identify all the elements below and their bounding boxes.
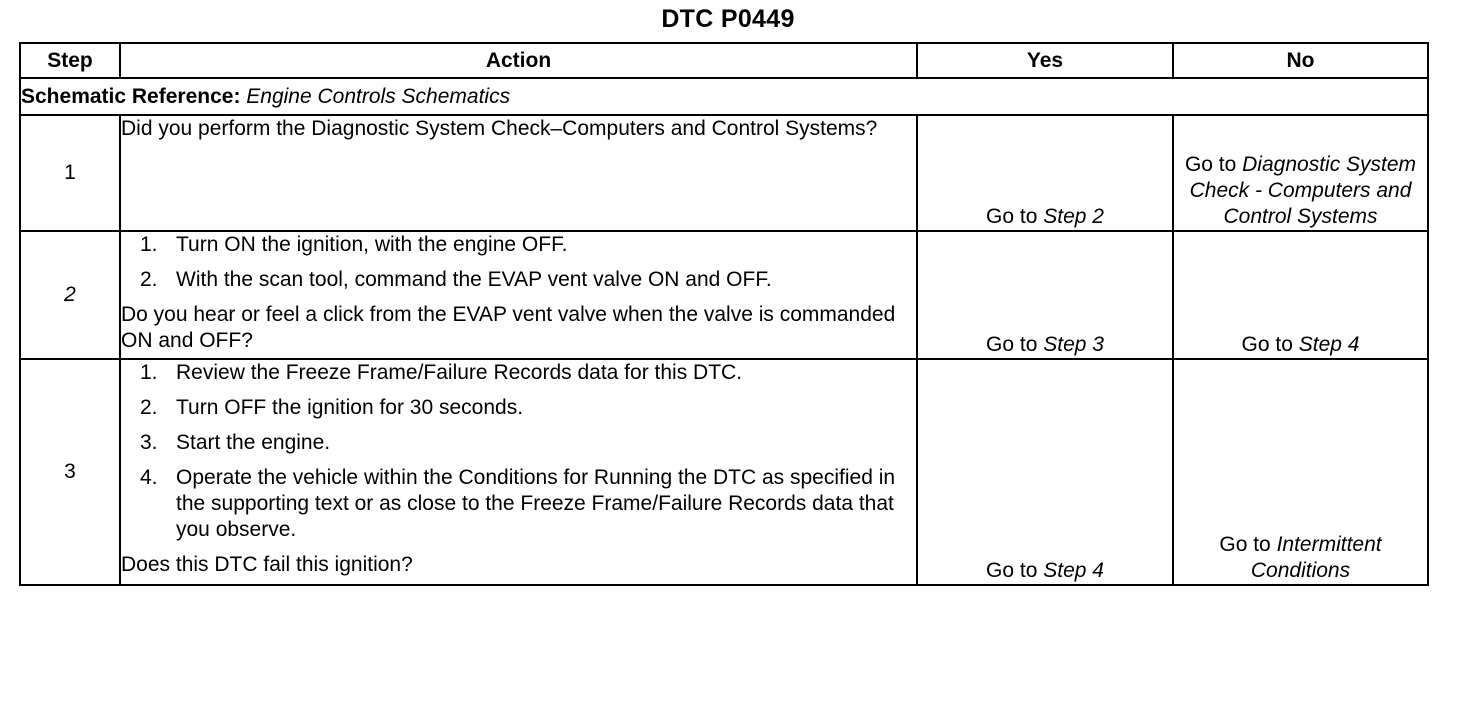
yes-target-link[interactable]: Step 4 (1043, 559, 1104, 582)
action-cell (120, 359, 917, 585)
action-step (121, 465, 916, 543)
no-cell (1173, 231, 1428, 359)
action-step-text: With the scan tool, command the EVAP vent valve ON and OFF. (176, 268, 772, 291)
no-prefix: Go to (1184, 153, 1243, 176)
step-number: 2 (20, 231, 120, 359)
action-step-number: 4. (140, 466, 158, 489)
schematic-reference-label: Schematic Reference: (21, 84, 241, 108)
no-target-link[interactable]: Diagnostic System Check - Computers and Control Systems (1189, 153, 1417, 228)
no-target-link[interactable]: Intermittent Conditions (1250, 533, 1382, 582)
table-header-row (20, 43, 1428, 78)
action-step-number: 1. (140, 233, 158, 256)
yes-prefix: Go to (986, 205, 1044, 228)
action-step (121, 232, 916, 258)
action-steps-list (121, 232, 916, 293)
header-no: No (1173, 43, 1428, 78)
action-step-number: 1. (140, 361, 158, 384)
header-step: Step (20, 43, 120, 78)
action-step-number: 2. (140, 396, 158, 419)
action-step-text: Turn OFF the ignition for 30 seconds. (176, 396, 524, 419)
action-steps-list (121, 360, 916, 543)
no-cell (1173, 115, 1428, 231)
action-step (121, 360, 916, 386)
yes-cell (917, 231, 1173, 359)
action-question: Does this DTC fail this ignition? (121, 553, 413, 576)
page-title: DTC P0449 (661, 5, 795, 33)
action-cell (120, 115, 917, 231)
table-row (20, 231, 1428, 359)
yes-target-link[interactable]: Step 2 (1043, 205, 1104, 228)
step-number: 1 (20, 115, 120, 231)
header-action: Action (120, 43, 917, 78)
no-prefix: Go to (1219, 533, 1277, 556)
action-step-number: 2. (140, 268, 158, 291)
action-step-text: Operate the vehicle within the Conditions for Running the DTC as specified in the supporting text or as close to the Freeze Frame/Failure Records data that you observe. (176, 466, 896, 541)
header-yes: Yes (917, 43, 1173, 78)
no-prefix: Go to (1241, 333, 1299, 356)
diagnostic-table (19, 42, 1429, 586)
action-step-text: Start the engine. (176, 431, 331, 454)
table-row (20, 115, 1428, 231)
yes-prefix: Go to (986, 559, 1044, 582)
schematic-reference-row (20, 78, 1428, 115)
action-step-text: Turn ON the ignition, with the engine OFF. (176, 233, 568, 256)
action-step-text: Review the Freeze Frame/Failure Records data for this DTC. (176, 361, 743, 384)
table-row (20, 359, 1428, 585)
action-question: Do you hear or feel a click from the EVAP vent valve when the valve is commanded ON and OFF? (121, 303, 896, 352)
yes-cell (917, 115, 1173, 231)
yes-target-link[interactable]: Step 3 (1043, 333, 1104, 356)
yes-cell (917, 359, 1173, 585)
action-step (121, 267, 916, 293)
action-step (121, 430, 916, 456)
yes-prefix: Go to (986, 333, 1044, 356)
no-target-link[interactable]: Step 4 (1298, 333, 1360, 356)
schematic-reference (20, 78, 1428, 115)
step-number: 3 (20, 359, 120, 585)
action-step-number: 3. (140, 431, 158, 454)
action-cell (120, 231, 917, 359)
no-cell (1173, 359, 1428, 585)
action-question: Did you perform the Diagnostic System Check–Computers and Control Systems? (121, 117, 878, 140)
schematic-reference-link[interactable]: Engine Controls Schematics (246, 84, 511, 108)
action-step (121, 395, 916, 421)
